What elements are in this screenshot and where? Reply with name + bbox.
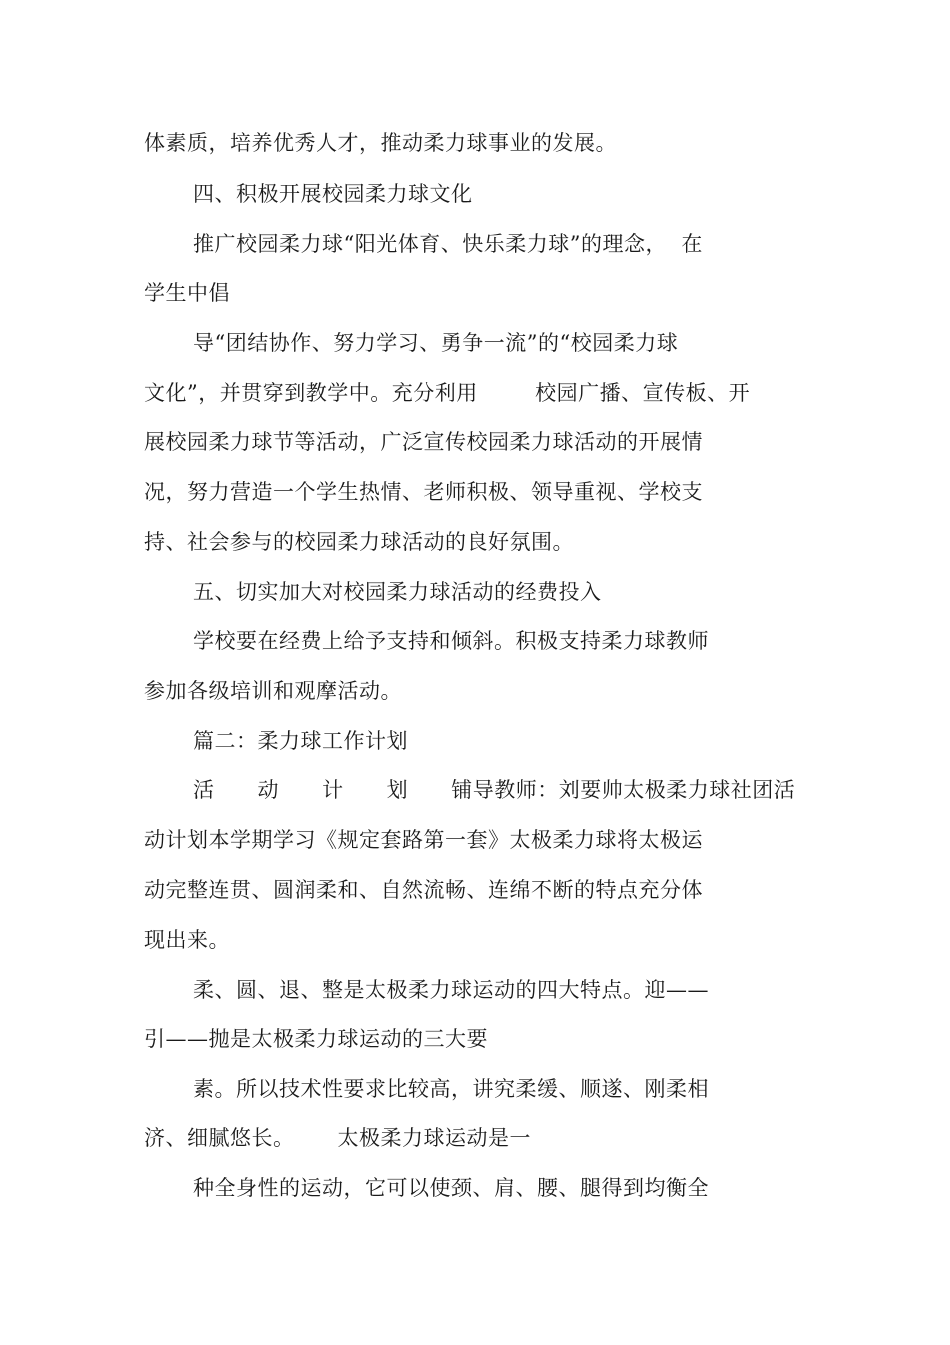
section-heading: 篇二：柔力球工作计划 <box>193 729 408 753</box>
text-line: 济、细腻悠长。 太极柔力球运动是一 <box>144 1126 532 1150</box>
text-line: 活 动 计 划 铺导教师：刘要帅太极柔力球社团活 <box>193 778 796 802</box>
text-line: 动完整连贯、圆润柔和、自然流畅、连绵不断的特点充分体 <box>144 878 703 902</box>
text-line: 种全身性的运动，它可以使颈、肩、腰、腿得到均衡全 <box>193 1176 709 1200</box>
text-line: 引——抛是太极柔力球运动的三大要 <box>144 1027 488 1051</box>
text-line: 柔、圆、退、整是太极柔力球运动的四大特点。迎—— <box>193 978 709 1002</box>
text-line: 导“团结协作、努力学习、勇争一流”的“校园柔力球 <box>193 331 679 355</box>
section-heading: 四、积极开展校园柔力球文化 <box>193 182 473 206</box>
text-line: 参加各级培训和观摩活动。 <box>144 679 402 703</box>
text-line: 况，努力营造一个学生热情、老师积极、领导重视、学校支 <box>144 480 703 504</box>
text-line: 素。所以技术性要求比较高，讲究柔缓、顺遂、刚柔相 <box>193 1077 709 1101</box>
text-line: 动计划本学期学习《规定套路第一套》太极柔力球将太极运 <box>144 828 703 852</box>
text-line: 推广校园柔力球“阳光体育、快乐柔力球”的理念， 在 <box>193 232 703 256</box>
text-line: 体素质，培养优秀人才，推动柔力球事业的发展。 <box>144 131 617 155</box>
text-line: 学生中倡 <box>144 281 230 305</box>
text-line: 持、社会参与的校园柔力球活动的良好氛围。 <box>144 530 574 554</box>
text-line: 展校园柔力球节等活动，广泛宣传校园柔力球活动的开展情 <box>144 430 703 454</box>
text-line: 文化”，并贯穿到教学中。充分利用 校园广播、宣传板、开 <box>144 381 751 405</box>
text-line: 学校要在经费上给予支持和倾斜。积极支持柔力球教师 <box>193 629 709 653</box>
text-line: 现出来。 <box>144 928 230 952</box>
section-heading: 五、切实加大对校园柔力球活动的经费投入 <box>193 580 602 604</box>
